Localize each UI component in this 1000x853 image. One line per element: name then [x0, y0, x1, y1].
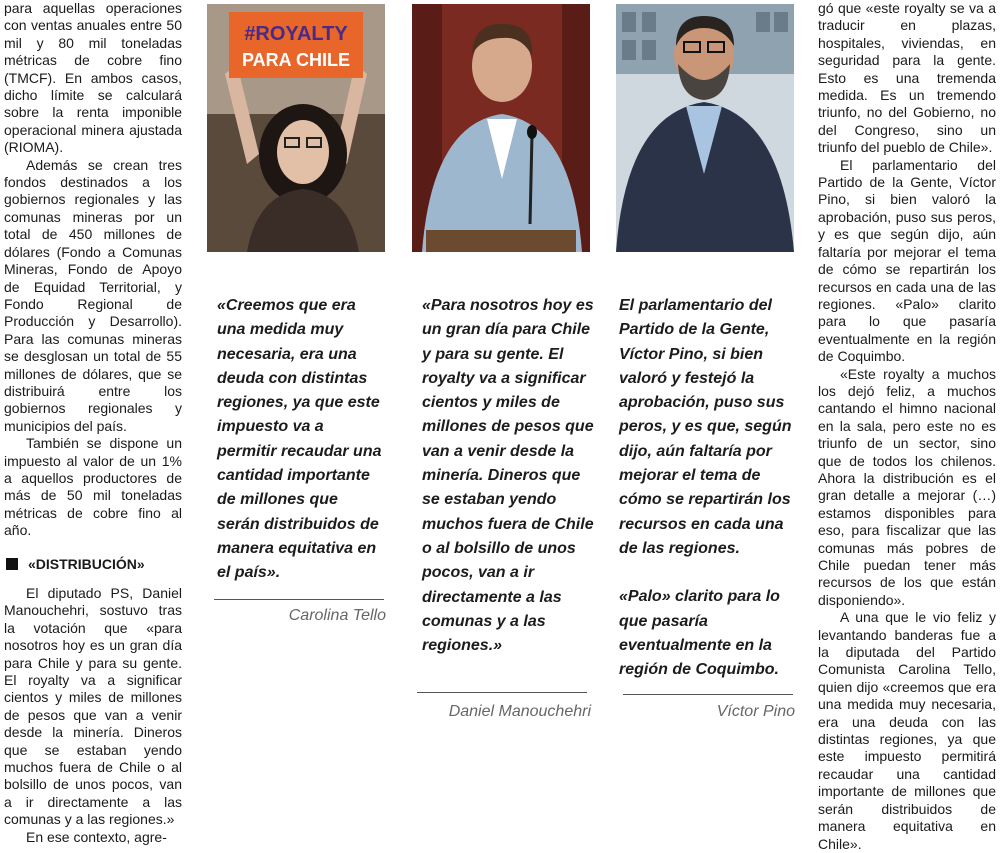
article-paragraph: El parlamentario del Partido de la Gente, Víctor Pino, si bien valoró la aprobación, puso sus peros, y es que según dijo, aún faltaría por mejorar el tema de cómo se repartirán los recursos en cada una de las regiones. «Palo» clarito para lo que pasaría eventualmente en la región de Coquimbo.	[818, 156, 996, 365]
divider-line	[214, 599, 384, 600]
photo-carolina-tello-image	[207, 4, 385, 252]
left-text-column	[4, 0, 182, 846]
article-paragraph: para aquellas operaciones con ventas anuales entre 50 mil y 80 mil toneladas métricas de cobre fino (TMCF). En ambos casos, dicho límite se calculará sobre la renta imponible operacional minera ajustada (RIOMA).	[4, 0, 182, 156]
article-paragraph: En ese contexto, agre-	[26, 828, 167, 845]
pull-quote-victor-pino	[619, 294, 795, 682]
sign-line-1: #ROYALTY	[244, 23, 348, 45]
right-text-column	[818, 0, 996, 853]
article-paragraph: Además se crean tres fondos destinados a los gobiernos regionales y las comunas mineras por un total de 450 millones de dólares (Fondo a Comunas Mineras, Fondo de Apoyo de Equidad Territorial, y Fondo Regional de Producción y Desarrollo). Para las comunas mineras se desglosan un total de 55 millones de dólares, que se distribuirá entre los gobiernos regionales y municipios del país.	[4, 156, 182, 434]
quote-paragraph: «Palo» clarito para lo que pasaría eventualmente en la región de Coquimbo.	[619, 588, 780, 679]
photo-daniel-manouchehri	[412, 4, 590, 252]
article-paragraph: gó que «este royalty se va a traducir en plazas, hospitales, viviendas, en seguridad para la gente. Esto es una tremenda medida. Es un tremendo triunfo, no del Gobierno, no del Congreso, sino un triunfo del pueblo de Chile».	[818, 0, 996, 156]
article-paragraph: El diputado PS, Daniel Manouchehri, sostuvo tras la votación que «para nosotros hoy es un gran día para Chile y para su gente. El royalty va a significar cientos y miles de millones de pesos que van a venir desde la minería. Dineros que se estaban yendo muchos fuera de Chile o al bolsillo de unos pocos, van a ir directamente a las comunas y a las regiones.»	[4, 585, 182, 828]
sign-line-2: PARA CHILE	[242, 50, 350, 70]
quote-credit: Carolina Tello	[288, 607, 386, 624]
photo-carolina-tello	[207, 4, 385, 252]
photo-victor-pino-image	[616, 4, 794, 252]
quote-paragraph: «Creemos que era una medida muy necesaria, era una deuda con distintas regiones, ya que este impuesto va a permitir recaudar una cantidad importante de millones que serán distribuidos de manera equitativa en el país».	[217, 297, 382, 582]
pull-quote-daniel-manouchehri	[422, 294, 594, 658]
divider-line	[417, 692, 587, 693]
photo-victor-pino	[616, 4, 794, 252]
divider-line	[623, 694, 793, 695]
article-paragraph: A una que le vio feliz y levantando banderas fue a la diputada del Partido Comunista Carolina Tello, quien dijo «creemos que era una medida muy necesaria, era una deuda con las distintas regiones, ya que este impuesto permitirá recaudar una cantidad importante de millones que serán distribuidos de manera equitativa en Chile».	[818, 609, 996, 852]
photo-daniel-manouchehri-image	[412, 4, 590, 252]
article-paragraph: También se dispone un impuesto al valor de un 1% a aquellos productores de más de 50 mil toneladas métricas de cobre fino al año.	[4, 435, 182, 539]
pull-quote-carolina-tello	[217, 294, 385, 586]
quote-paragraph: El parlamentario del Partido de la Gente, Víctor Pino, si bien valoró y festejó la aprobación, puso sus peros, y es que, según dijo, aún faltaría por mejorar el tema de cómo se repartirán los recursos en cada una de las regiones.	[619, 297, 792, 557]
section-subhead	[4, 556, 182, 573]
article-paragraph: «Este royalty a muchos los dejó feliz, a muchos cantando el himno nacional en la sala, pero este no es triunfo de un sector, sino que de todos los chilenos. Ahora la distribución es el gran detalle a mejorar (…) estamos disponibles para eso, para fiscalizar que las comunas más pobres de Chile puedan tener más recursos de los que están disponiendo».	[818, 365, 996, 608]
quote-credit: Daniel Manouchehri	[448, 703, 591, 720]
quote-credit: Víctor Pino	[716, 703, 795, 720]
square-bullet-icon	[6, 558, 18, 570]
subhead-text: «DISTRIBUCIÓN»	[28, 555, 145, 572]
quote-paragraph: «Para nosotros hoy es un gran día para Chile y para su gente. El royalty va a significar cientos y miles de millones de pesos que van a venir desde la minería. Dineros que se estaban yendo muchos fuera de Chile o al bolsillo de unos pocos, van a ir directamente a las comunas y a las regiones.»	[422, 297, 594, 655]
